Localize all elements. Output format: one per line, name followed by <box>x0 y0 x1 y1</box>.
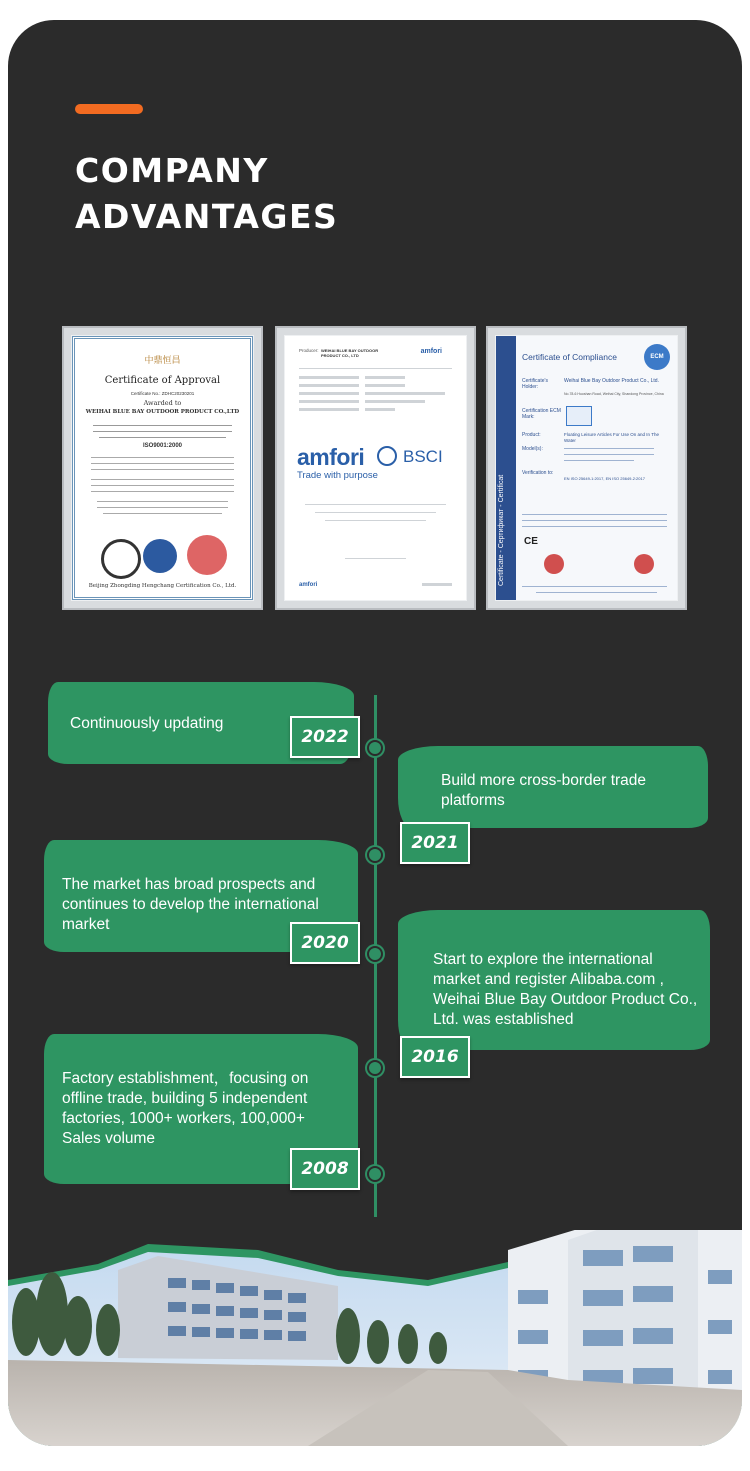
approval-standard: ISO9001:2000 <box>142 443 183 449</box>
timeline-node <box>367 946 383 962</box>
bsci-tagline: Trade with purpose <box>297 470 378 481</box>
accreditation-seal-icon <box>101 539 141 579</box>
certificate-approval <box>62 326 263 610</box>
year-tag: 2016 <box>400 1036 470 1078</box>
timeline-text: Continuously updating <box>70 715 224 732</box>
bsci-producer: WEIHAI BLUE BAY OUTDOOR PRODUCT CO., LTD <box>321 348 379 358</box>
certificate-compliance <box>486 326 687 610</box>
page-title <box>75 148 338 240</box>
ecm-mark-icon <box>566 406 592 426</box>
red-stamp-icon <box>544 554 564 574</box>
bsci-footer-brand: amfori <box>299 582 318 588</box>
compliance-product: Floating Leisure Articles For Use On and In The Water <box>564 432 659 443</box>
red-stamp-icon <box>187 535 227 575</box>
company-advantages-card <box>8 20 742 1446</box>
ecm-badge-icon: ECM <box>644 344 670 370</box>
approval-company: WEIHAI BLUE BAY OUTDOOR PRODUCT CO.,LTD <box>85 409 240 415</box>
year-tag: 2021 <box>400 822 470 864</box>
compliance-mark-label: Certification ECM Mark: <box>522 408 561 420</box>
bsci-program: BSCI <box>403 447 443 466</box>
timeline-text: The market has broad prospects and continues to develop the international market <box>62 876 319 933</box>
accent-bar <box>75 104 143 114</box>
year-tag: 2008 <box>290 1148 360 1190</box>
title-line-2: ADVANTAGES <box>75 197 339 236</box>
timeline-text: Start to explore the international market and register Alibaba.com , Weihai Blue Bay Outdoor Product Co., Ltd. was established <box>433 951 698 1028</box>
timeline-item-2016 <box>398 910 710 1050</box>
compliance-product-label: Product: <box>522 432 541 438</box>
compliance-heading: Certificate of Compliance <box>522 352 617 362</box>
bsci-producer-label: Producer: <box>299 348 319 353</box>
compliance-side-text: Certificate - Сертификат - Certificat <box>498 474 505 586</box>
timeline-node <box>367 1166 383 1182</box>
factory-photo <box>8 1230 742 1446</box>
timeline-item-2021 <box>398 746 708 828</box>
compliance-address: No.78-6 Huoshan Road, Weihai City, Shandong Province, China <box>564 392 664 396</box>
year-tag: 2022 <box>290 716 360 758</box>
compliance-models-label: Model(s): <box>522 446 543 452</box>
certificate-bsci <box>275 326 476 610</box>
approval-heading: Certificate of Approval <box>104 375 221 386</box>
approval-awarded: Awarded to <box>143 399 182 407</box>
ce-mark-icon: CE <box>524 536 538 547</box>
timeline-node <box>367 847 383 863</box>
bsci-logo-icon <box>377 446 397 466</box>
approval-cert-no: Certificate No.: ZDHC20230201 <box>130 391 195 396</box>
bsci-brand-small: amfori <box>420 348 442 355</box>
compliance-holder: Weihai Blue Bay Outdoor Product Co., Ltd. <box>564 378 659 384</box>
compliance-holder-label: Certificate's Holder: <box>522 378 548 390</box>
bsci-brand: amfori <box>297 444 365 470</box>
timeline-node <box>367 1060 383 1076</box>
compliance-verification-label: Verification to: <box>522 470 554 476</box>
year-tag: 2020 <box>290 922 360 964</box>
approval-issuer: Beijing Zhongding Hengchang Certification Co., Ltd. <box>88 583 237 589</box>
iaf-logo-icon <box>143 539 177 573</box>
timeline-text: Build more cross-border trade platforms <box>441 772 647 809</box>
issuer-logo: 中鼎恒昌 <box>144 355 181 365</box>
title-line-1: COMPANY <box>75 151 269 190</box>
red-stamp-icon <box>634 554 654 574</box>
compliance-standard: EN ISO 25649-1:2017, EN ISO 25649-2:2017 <box>564 476 645 481</box>
timeline-text: Factory establishment，focusing on offline trade, building 5 independent factories, 1000+ workers, 100,000+ Sales volume <box>62 1070 309 1147</box>
timeline-node <box>367 740 383 756</box>
